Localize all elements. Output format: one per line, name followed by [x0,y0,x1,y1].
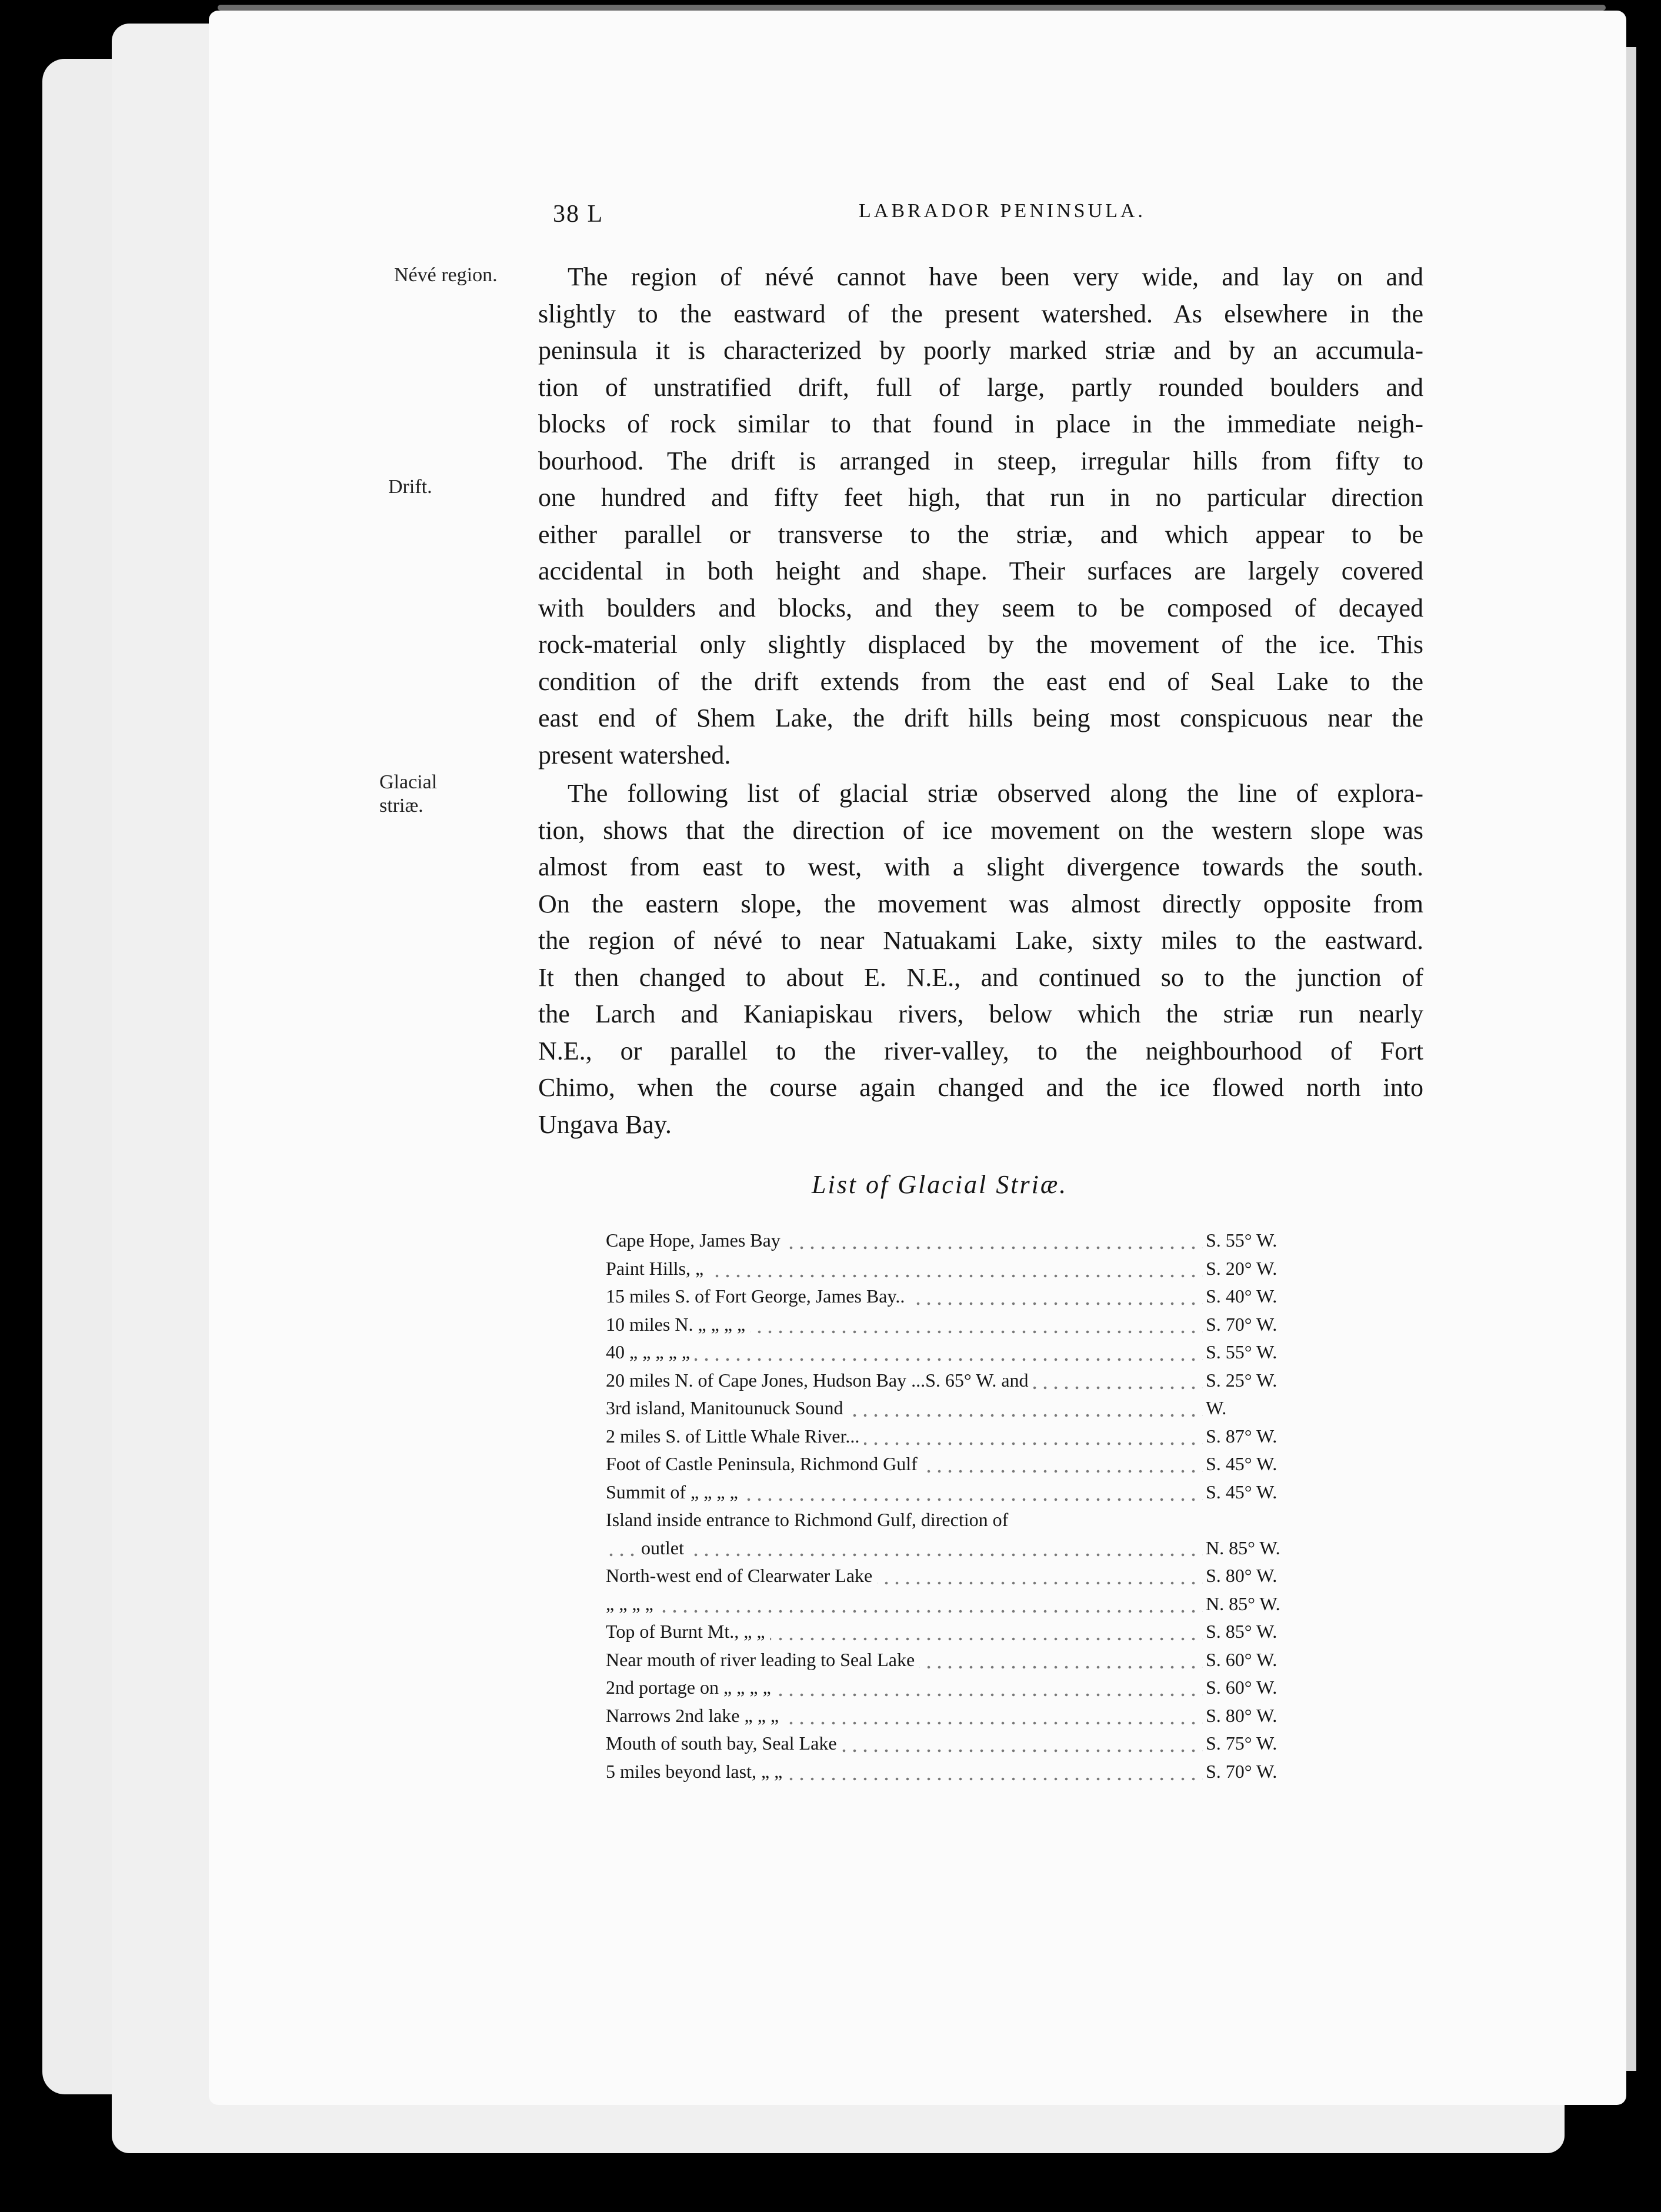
text-line: either parallel or transverse to the striæ, and which appear to be [538,519,1423,549]
striae-direction: W. [1206,1397,1227,1418]
striae-location [606,1618,1203,1646]
location-text: 2nd portage on „ „ „ „ [606,1677,776,1698]
location-text: Top of Burnt Mt., „ „ [606,1621,770,1642]
text-line: one hundred and fifty feet high, that run in no particular direction [538,483,1423,512]
striae-location [606,1394,1203,1423]
text-line: accidental in both height and shape. Their surfaces are largely covered [538,557,1423,585]
text-line: rock-material only slightly displaced by the movement of the ice. This [538,630,1423,659]
list-item [606,1255,1312,1283]
text-line: Chimo, when the course again changed and the ice flowed north into [538,1073,1423,1102]
list-item [606,1562,1312,1590]
list-item [606,1367,1312,1395]
striae-location [606,1478,1203,1507]
list-item [606,1423,1312,1451]
striae-direction: S. 20° W. [1206,1257,1278,1279]
list-item [606,1590,1312,1618]
text-line: the Larch and Kaniapiskau rivers, below which the striæ run nearly [538,1000,1423,1028]
text-line: with boulders and blocks, and they seem to be composed of decayed [538,593,1423,622]
location-text: 10 miles N. „ „ „ „ [606,1314,750,1335]
list-item [606,1702,1312,1730]
striae-direction: N. 85° W. [1206,1593,1280,1614]
list-item [606,1506,1312,1562]
striae-location [606,1730,1203,1758]
text-line: tion of unstratified drift, full of large, partly rounded boulders and [538,372,1423,402]
text-line: bourhood. The drift is arranged in steep, irregular hills from fifty to [538,446,1423,475]
list-item [606,1450,1312,1478]
striae-direction: S. 70° W. [1206,1313,1278,1335]
location-text: Narrows 2nd lake „ „ „ [606,1705,783,1726]
location-text: Foot of Castle Peninsula, Richmond Gulf [606,1453,922,1474]
margin-note-neve-region: Névé region. [394,264,498,286]
striae-location [606,1506,1203,1562]
text-line: peninsula it is characterized by poorly marked striæ and by an accumula- [538,336,1423,365]
striae-direction: S. 80° W. [1206,1565,1278,1586]
page-number: 38 L [553,201,604,228]
location-text: Summit of „ „ „ „ [606,1481,743,1503]
striae-location [606,1758,1203,1786]
text-line: almost from east to west, with a slight divergence towards the south. [538,852,1423,881]
location-text: 40 „ „ „ „ „ [606,1341,695,1362]
running-title: LABRADOR PENINSULA. [859,200,1146,222]
text-line: the region of névé to near Natuakami Lake, sixty miles to the eastward. [538,926,1423,955]
striae-direction: S. 25° W. [1206,1369,1278,1391]
margin-note-glacial-striae: Glacial striæ. [379,771,438,817]
location-text: Island inside entrance to Richmond Gulf, direction of [606,1509,1013,1530]
text-line: slightly to the eastward of the present watershed. As elsewhere in the [538,299,1423,328]
striae-list [606,1227,1312,1785]
list-item [606,1282,1312,1311]
location-text: „ „ „ „ [606,1593,658,1614]
striae-location [606,1450,1203,1478]
location-text: 5 miles beyond last, „ „ [606,1761,787,1782]
list-item [606,1758,1312,1786]
location-text: 3rd island, Manitounuck Sound [606,1397,848,1418]
striae-location [606,1227,1203,1255]
list-item [606,1618,1312,1646]
location-text: Cape Hope, James Bay [606,1230,785,1251]
location-text: 20 miles N. of Cape Jones, Hudson Bay ...S. 65° W. and [606,1370,1033,1391]
text-line: It then changed to about E. N.E., and continued so to the junction of [538,962,1423,992]
text-line: Ungava Bay. [538,1110,672,1139]
striae-location [606,1367,1203,1395]
location-text: Mouth of south bay, Seal Lake [606,1733,842,1754]
striae-location [606,1646,1203,1674]
list-item [606,1227,1312,1255]
text-line: On the eastern slope, the movement was almost directly opposite from [538,889,1423,918]
striae-location [606,1702,1203,1730]
striae-direction: S. 87° W. [1206,1425,1278,1447]
location-text: 15 miles S. of Fort George, James Bay.. [606,1285,909,1307]
margin-note-drift: Drift. [388,476,432,498]
list-item [606,1311,1312,1339]
striae-direction: S. 60° W. [1206,1648,1278,1670]
location-text: 2 miles S. of Little Whale River... [606,1425,864,1447]
striae-direction: S. 40° W. [1206,1285,1278,1307]
list-item [606,1394,1312,1423]
list-item [606,1646,1312,1674]
list-item [606,1674,1312,1702]
striae-direction: S. 75° W. [1206,1733,1278,1754]
text-line: The region of névé cannot have been very wide, and lay on and [568,262,1423,291]
text-line: east end of Shem Lake, the drift hills being most conspicuous near the [538,704,1423,732]
location-text-continued: outlet [641,1534,689,1563]
text-line: tion, shows that the direction of ice movement on the western slope was [538,815,1423,845]
text-line: blocks of rock similar to that found in place in the immediate neigh- [538,409,1423,438]
location-text: North-west end of Clearwater Lake [606,1565,877,1586]
list-item [606,1730,1312,1758]
striae-location [606,1311,1203,1339]
striae-location [606,1590,1203,1618]
paragraph-glacial-striae [538,775,1423,1143]
text-line: N.E., or parallel to the river-valley, to the neighbourhood of Fort [538,1036,1423,1065]
striae-direction: S. 80° W. [1206,1704,1278,1726]
location-text: Paint Hills, „ [606,1258,708,1279]
page-edge-top [218,5,1606,11]
striae-location [606,1282,1203,1311]
list-item [606,1338,1312,1367]
striae-location [606,1338,1203,1367]
striae-direction: S. 45° W. [1206,1453,1278,1474]
striae-direction: S. 55° W. [1206,1230,1278,1251]
list-item [606,1478,1312,1507]
striae-direction: S. 60° W. [1206,1677,1278,1698]
striae-direction: S. 85° W. [1206,1621,1278,1642]
striae-direction: N. 85° W. [1206,1537,1280,1558]
text-line: The following list of glacial striæ observed along the line of explora- [568,779,1423,808]
text-line: condition of the drift extends from the east end of Seal Lake to the [538,667,1423,696]
list-title: List of Glacial Striæ. [812,1170,1068,1199]
paragraph-neve-region [538,259,1423,774]
striae-direction: S. 70° W. [1206,1760,1278,1782]
location-text: Near mouth of river leading to Seal Lake [606,1649,919,1670]
striae-direction: S. 55° W. [1206,1341,1278,1362]
text-line: present watershed. [538,740,731,769]
striae-location [606,1562,1203,1590]
striae-location [606,1255,1203,1283]
striae-location [606,1423,1203,1451]
striae-location [606,1674,1203,1702]
striae-direction: S. 45° W. [1206,1481,1278,1503]
